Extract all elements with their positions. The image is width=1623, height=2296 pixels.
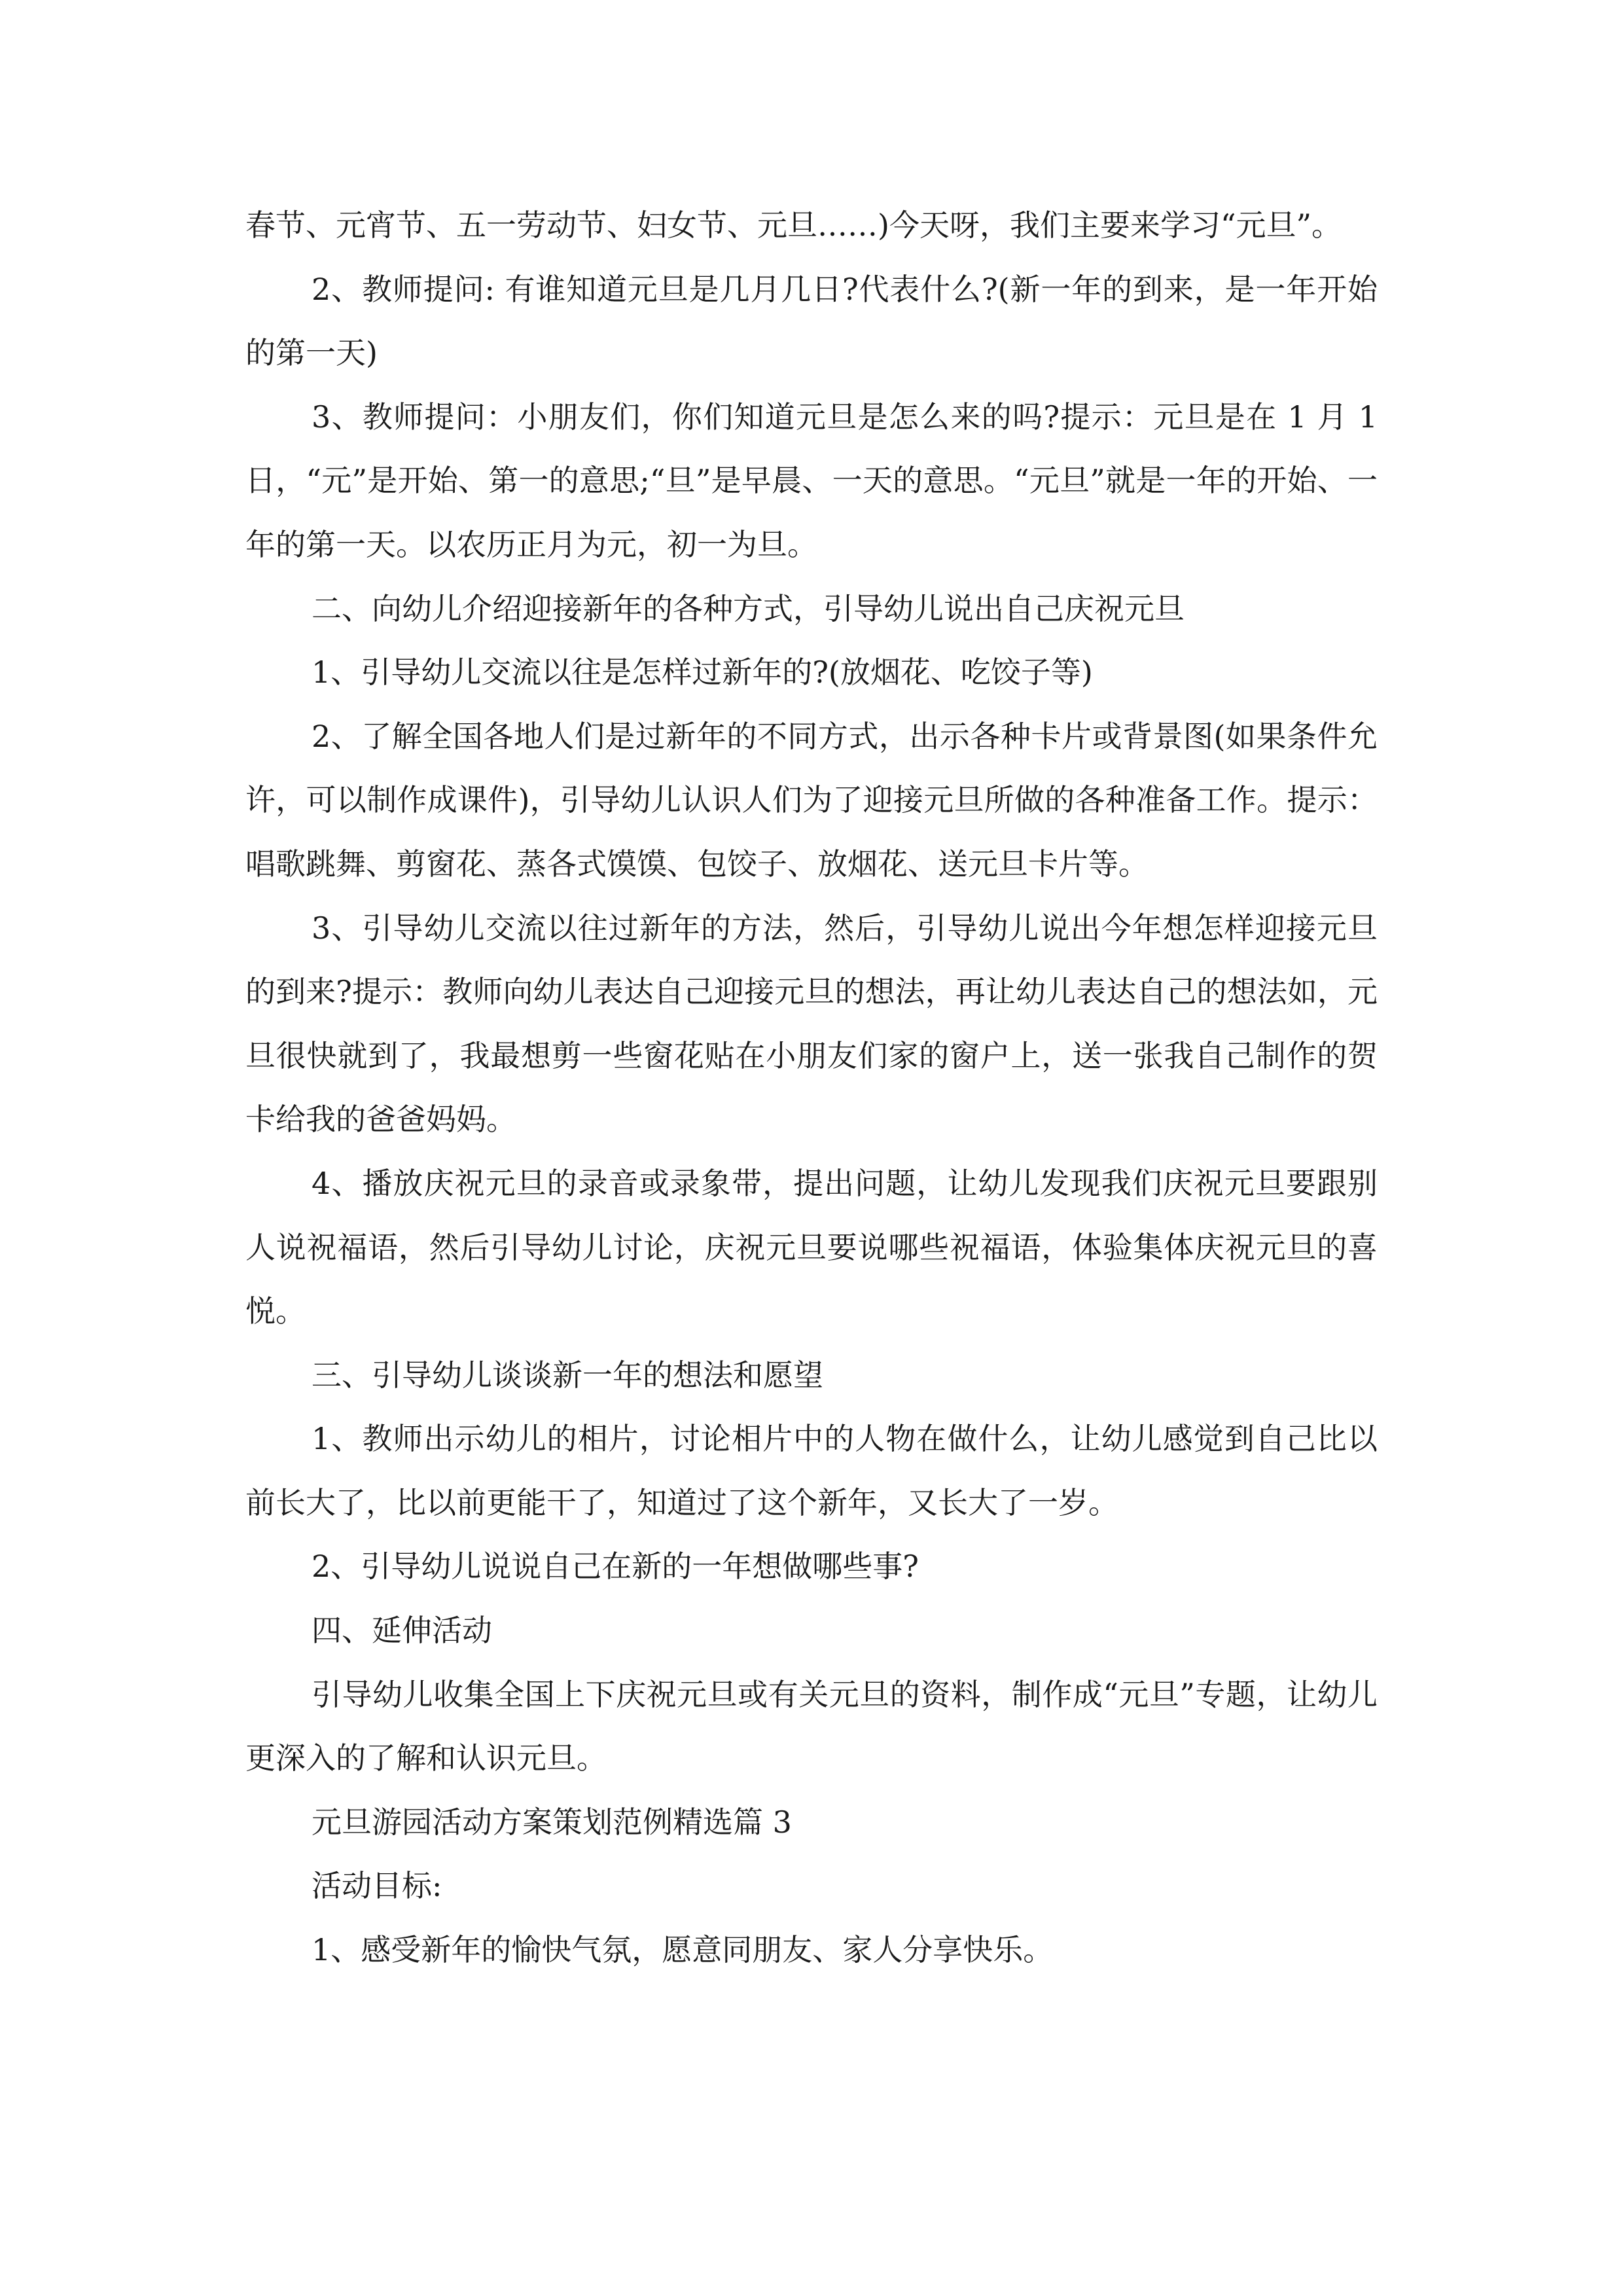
paragraph-13: 引导幼儿收集全国上下庆祝元旦或有关元旦的资料，制作成“元旦”专题，让幼儿更深入的了解和认识元旦。 [245, 1676, 1378, 1776]
paragraph-10: 1、教师出示幼儿的相片，讨论相片中的人物在做什么，让幼儿感觉到自己比以前长大了，比以前更能干了，知道过了这个新年，又长大了一岁。 [245, 1421, 1378, 1520]
paragraph-16: 1、感受新年的愉快气氛，愿意同朋友、家人分享快乐。 [312, 1932, 1054, 1968]
paragraph-8: 4、播放庆祝元旦的录音或录象带，提出问题，让幼儿发现我们庆祝元旦要跟别人说祝福语，然后引导幼儿讨论，庆祝元旦要说哪些祝福语，体验集体庆祝元旦的喜悦。 [245, 1165, 1378, 1329]
article-title: 元旦游园活动方案策划范例精选篇 3 [312, 1804, 792, 1840]
paragraph-2: 2、教师提问: 有谁知道元旦是几月几日?代表什么?(新一年的到来，是一年开始的第一天) [245, 271, 1378, 371]
section-heading-4: 四、延伸活动 [312, 1613, 492, 1649]
paragraph-5: 1、引导幼儿交流以往是怎样过新年的?(放烟花、吃饺子等) [312, 655, 1093, 691]
section-heading-3: 三、引导幼儿谈谈新一年的想法和愿望 [312, 1357, 823, 1393]
paragraph-3: 3、教师提问：小朋友们，你们知道元旦是怎么来的吗?提示：元旦是在 1 月 1 日，“元”是开始、第一的意思;“旦”是早晨、一天的意思。“元旦”就是一年的开始、一年的第一天。以农历正月为元，初一为旦。 [245, 399, 1378, 562]
paragraph-11: 2、引导幼儿说说自己在新的一年想做哪些事? [312, 1549, 919, 1585]
paragraph-7: 3、引导幼儿交流以往过新年的方法，然后，引导幼儿说出今年想怎样迎接元旦的到来?提示：教师向幼儿表达自己迎接元旦的想法，再让幼儿表达自己的想法如，元旦很快就到了，我最想剪一些窗花贴在小朋友们家的窗户上，送一张我自己制作的贺卡给我的爸爸妈妈。 [245, 910, 1378, 1138]
paragraph-1: 春节、元宵节、五一劳动节、妇女节、元旦……)今天呀，我们主要来学习“元旦”。 [245, 207, 1342, 243]
document-body [245, 194, 1378, 1982]
paragraph-6: 2、了解全国各地人们是过新年的不同方式，出示各种卡片或背景图(如果条件允许，可以制作成课件)，引导幼儿认识人们为了迎接元旦所做的各种准备工作。提示：唱歌跳舞、剪窗花、蒸各式馍馍、包饺子、放烟花、送元旦卡片等。 [245, 718, 1378, 882]
subheading-activity-goals: 活动目标: [312, 1868, 442, 1904]
section-heading-2: 二、向幼儿介绍迎接新年的各种方式，引导幼儿说出自己庆祝元旦 [312, 590, 1185, 626]
